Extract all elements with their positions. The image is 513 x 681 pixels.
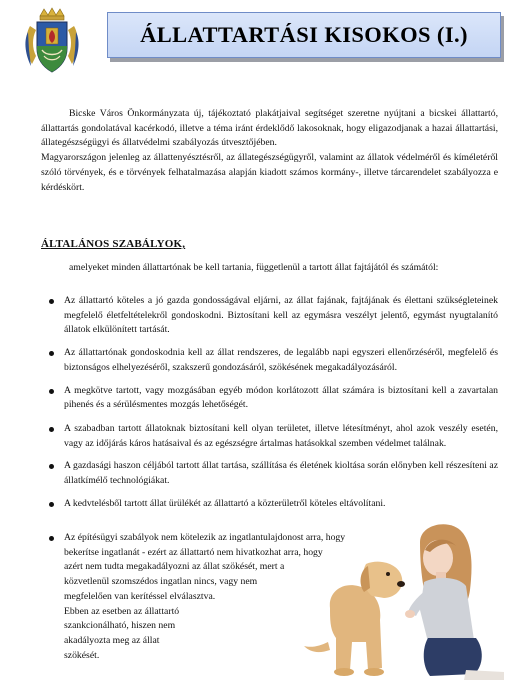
bullet-icon [49,502,54,507]
rule-item-fencing [44,531,354,663]
rule-item [44,459,498,488]
bullet-icon [49,351,54,356]
title-banner [107,12,501,58]
rule-item [44,346,498,375]
rule-item [44,294,498,338]
section-lead: amelyeket minden állattartónak be kell tartania, függetlenül a tartott állat fajtájától és számától: [69,262,439,273]
rules-list [44,294,498,511]
bullet-icon [49,464,54,469]
rule-text: Az állattartónak gondoskodnia kell az állat rendszeres, de legalább napi egyszeri ellenőrzéséről, megfelelő és biztonságos elhelyezéséről, szakszerű gondozásáról, szökésének megakadályozásáról. [64,347,498,373]
intro-section [41,107,498,195]
rule-text-line: azért nem tudta megakadályozni az állat szökését, mert a [64,561,285,573]
rule-text: Az állattartó köteles a jó gazda gondosságával eljárni, az állat fajának, fajtájának és élettani szükségleteinek megfelelő életfeltételekről gondoskodni. Biztosítani kell az egymásra veszélyt jelentő, egymást nyugtalanító állatok elkülönített tartását. [64,295,498,336]
bullet-icon [49,389,54,394]
rule-text-line: szankcionálható, hiszen nem [64,620,176,632]
coat-of-arms-icon [22,6,82,76]
section-heading: ÁLTALÁNOS SZABÁLYOK, [41,238,186,250]
intro-paragraph-2: Magyarországon jelenleg az állattenyésztésről, az állategészségügyről, valamint az állatok védelméről és kíméletéről szóló törvények, és e törvények felhatalmazása alapján kiadott számos kormány-, illetve tárcarendelet szabályozza e kérdéskört. [41,152,498,193]
rule-text-line: Ebben az esetben az állattartó [64,605,180,617]
bullet-icon [49,536,54,541]
rule-text-line: bekerítse ingatlanát - ezért az állattartó nem hivatkozhat arra, hogy [64,546,323,558]
rule-item [44,384,498,413]
rule-text: A kedvtelésből tartott állat ürülékét az állattartó a közterületről köteles eltávolítani. [64,497,386,509]
rule-text: A megkötve tartott, vagy mozgásában egyéb módon korlátozott állat számára is biztosítani kell a zavartalan pihenés és a sérülésmentes mozgás lehetőségét. [64,384,498,411]
rule-text-line: Az építésügyi szabályok nem kötelezik az ingatlantulajdonost arra, hogy [64,532,346,543]
rule-text-line: akadályozta meg az állat [64,634,160,646]
rule-text: A gazdasági haszon céljából tartott állat tartása, szállítása és életének kioltása során előnyben kell részesíteni az állatkímélő technológiákat. [64,460,498,487]
rule-text-line: megfelelően van kerítéssel elválasztva. [64,590,216,602]
rule-text-line: szökését. [64,649,100,661]
intro-paragraph-1: Bicske Város Önkormányzata új, tájékoztató plakátjaival segítséget szeretne nyújtani a bicskei állattartó, állattartás gondolatával kacérkodó, illetve a téma iránt érdeklődő lakosoknak, hogy eligazodjanak a hazai állattartási, állategészségügyi és állatvédelmi szabályozás útvesztőjében. [41,108,498,149]
bullet-icon [49,427,54,432]
rule-text-line: közvetlenül szomszédos ingatlan nincs, vagy nem [64,576,258,588]
rule-text: A szabadban tartott állatoknak biztosítani kell olyan területet, illetve létesítményt, ahol azok veszély esetén, vagy az időjárás káros hatásaival és az egészségre ártalmas hatásokkal szemben védelmet találnak. [64,422,498,449]
rule-item [44,497,498,512]
page-title: ÁLLATTARTÁSI KISOKOS (I.) [140,22,468,47]
rule-item [44,422,498,451]
bullet-icon [49,299,54,304]
